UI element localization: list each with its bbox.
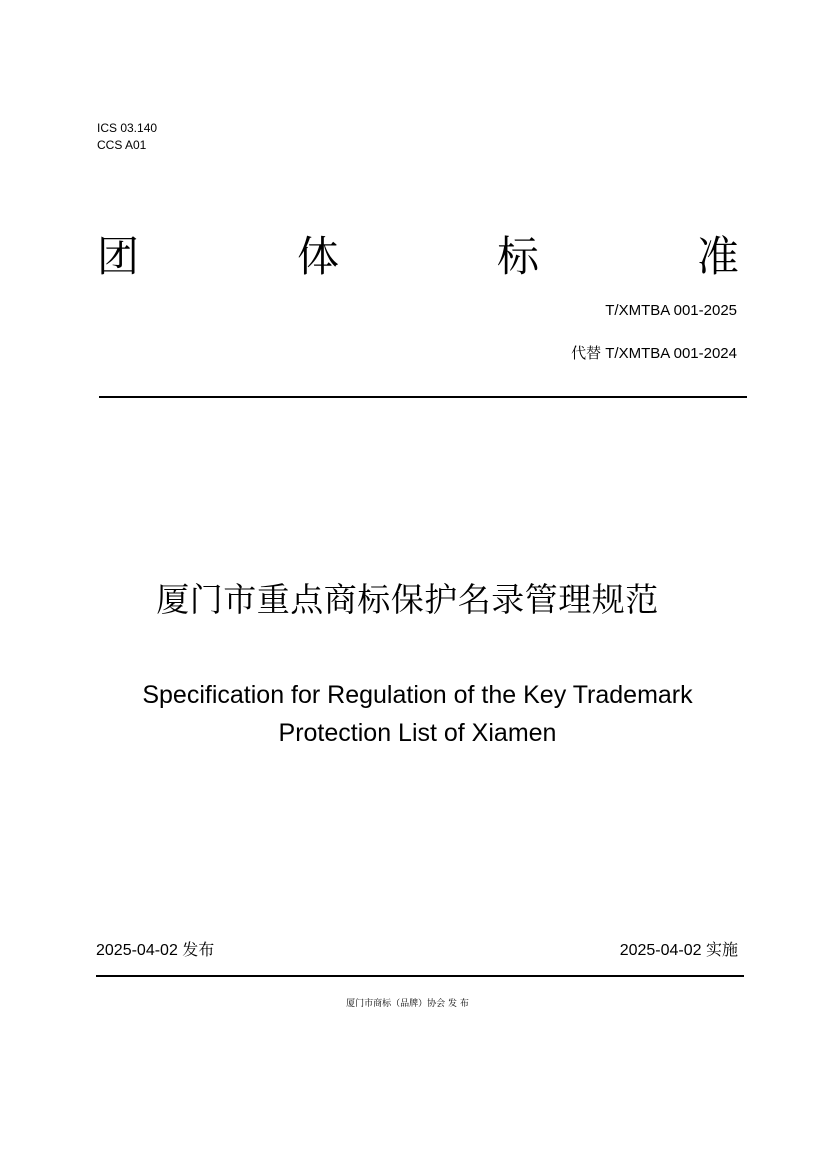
title-english (60, 676, 775, 752)
standard-type-char: 体 (296, 232, 339, 281)
ccs-code: CCS A01 (97, 138, 147, 152)
classification-codes (97, 120, 157, 154)
header-divider (99, 396, 747, 398)
title-chinese: 厦门市重点商标保护名录管理规范 (156, 580, 659, 619)
publisher: 厦门市商标（品牌）协会 发 布 (346, 999, 469, 1009)
title-english-line: Specification for Regulation of the Key Trademark (142, 681, 693, 709)
standard-type-char: 标 (496, 232, 539, 281)
publish-date: 2025-04-02 发布 (96, 942, 215, 959)
standard-type-heading (97, 232, 739, 282)
date-row (96, 940, 738, 962)
replaces-standard: 代替 T/XMTBA 001-2024 (571, 345, 737, 362)
footer-divider (96, 975, 744, 977)
title-english-line: Protection List of Xiamen (278, 719, 557, 747)
standard-number: T/XMTBA 001-2025 (605, 302, 737, 319)
standard-type-char: 团 (97, 232, 140, 281)
implement-date: 2025-04-02 实施 (619, 942, 738, 959)
standard-type-char: 准 (696, 232, 739, 281)
ics-code: ICS 03.140 (97, 121, 158, 135)
